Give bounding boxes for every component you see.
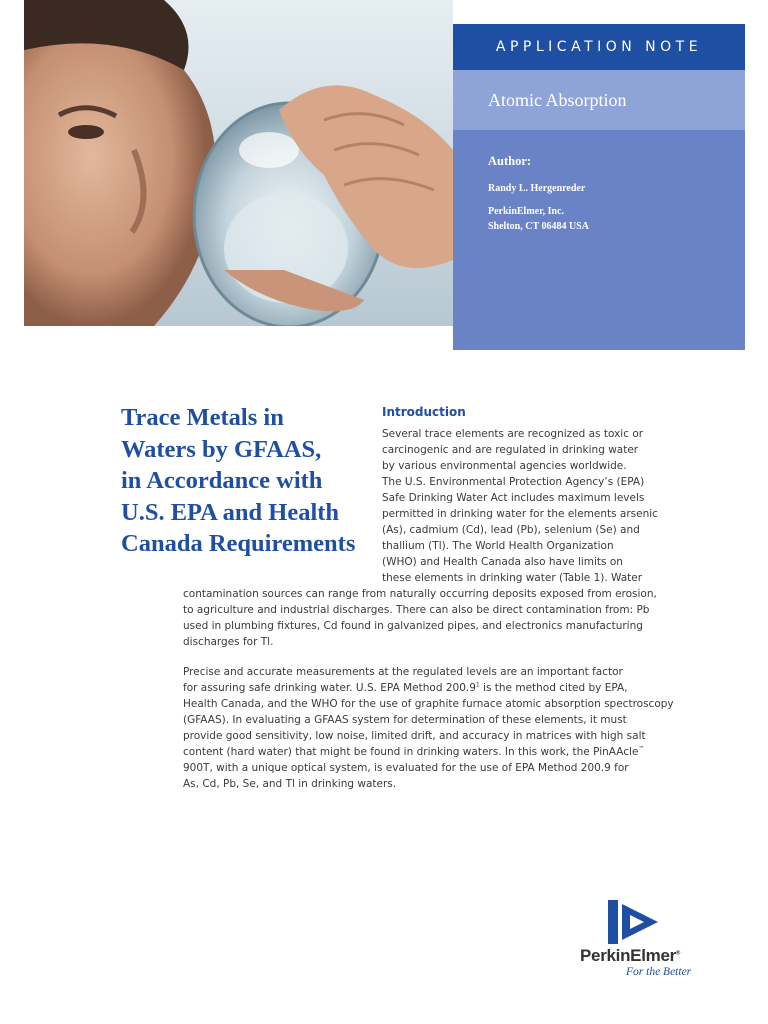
body-text-line: Safe Drinking Water Act includes maximum levels <box>382 492 645 504</box>
perkinelmer-mark-icon <box>608 900 660 944</box>
author-company: PerkinElmer, Inc. <box>488 206 565 217</box>
body-text-span: is the method cited by EPA, <box>479 682 628 694</box>
body-text-line: 900T, with a unique optical system, is evaluated for the use of EPA Method 200.9 for <box>183 762 629 774</box>
logo-wordmark-text: PerkinElmer <box>580 946 676 965</box>
perkinelmer-logo <box>580 900 730 982</box>
body-text-line: provide good sensitivity, low noise, limited drift, and accuracy in matrices with high salt <box>183 730 646 742</box>
body-text-line: The U.S. Environmental Protection Agency’s (EPA) <box>382 476 645 488</box>
logo-tagline: For the Better <box>626 966 692 978</box>
body-text-span: for assuring safe drinking water. U.S. EPA Method 200.9 <box>183 682 476 694</box>
hero-photo <box>24 0 453 326</box>
footnote-reference: 1 <box>475 681 480 689</box>
author-address: Shelton, CT 06484 USA <box>488 221 589 232</box>
body-text-line: Health Canada, and the WHO for the use of graphite furnace atomic absorption spectroscopy <box>183 698 674 710</box>
body-text-line <box>183 680 628 696</box>
author-panel <box>453 130 745 350</box>
title-line: Trace Metals in <box>121 404 284 431</box>
title-line: in Accordance with <box>121 467 323 494</box>
body-text-line: discharges for Tl. <box>183 636 274 648</box>
trademark-symbol: ™ <box>638 745 645 753</box>
application-note-label: APPLICATION NOTE <box>495 39 703 55</box>
body-text-line: (As), cadmium (Cd), lead (Pb), selenium (Se) and <box>382 524 640 536</box>
body-text-line: carcinogenic and are regulated in drinking water <box>382 444 639 456</box>
body-text-line: Precise and accurate measurements at the regulated levels are an important factor <box>183 666 623 678</box>
body-text-line: to agriculture and industrial discharges. There can also be direct contamination from: Pb <box>183 604 650 616</box>
logo-wordmark <box>580 946 680 966</box>
body-text-line: As, Cd, Pb, Se, and Tl in drinking waters. <box>183 778 397 790</box>
body-text-line: (GFAAS). In evaluating a GFAAS system for determination of these elements, it must <box>183 714 627 726</box>
document-title <box>121 402 371 560</box>
body-text-line: permitted in drinking water for the elements arsenic <box>382 508 658 520</box>
body-text-line <box>183 744 644 760</box>
man-drinking-water-image <box>24 0 453 326</box>
author-name: Randy L. Hergenreder <box>488 183 586 194</box>
registered-mark: ® <box>675 950 681 957</box>
body-text-line: these elements in drinking water (Table 1). Water <box>382 572 643 584</box>
introduction-heading: Introduction <box>382 405 466 419</box>
application-note-band <box>453 24 745 70</box>
body-text-line: Several trace elements are recognized as toxic or <box>382 428 644 440</box>
body-text-line: by various environmental agencies worldwide. <box>382 460 627 472</box>
body-text-line: thallium (Tl). The World Health Organization <box>382 540 614 552</box>
title-line: Waters by GFAAS, <box>121 435 322 463</box>
category-label: Atomic Absorption <box>488 90 627 110</box>
body-text-span: content (hard water) that might be found in drinking waters. In this work, the PinAAcle <box>183 746 639 758</box>
body-text-line: used in plumbing fixtures, Cd found in galvanized pipes, and electronics manufacturing <box>183 620 643 632</box>
author-heading: Author: <box>488 154 532 168</box>
body-text-line: (WHO) and Health Canada also have limits on <box>382 556 623 568</box>
title-line: U.S. EPA and Health <box>121 498 340 526</box>
category-band <box>453 70 745 130</box>
body-text-line: contamination sources can range from naturally occurring deposits exposed from erosion, <box>183 588 657 600</box>
title-line: Canada Requirements <box>121 530 356 557</box>
